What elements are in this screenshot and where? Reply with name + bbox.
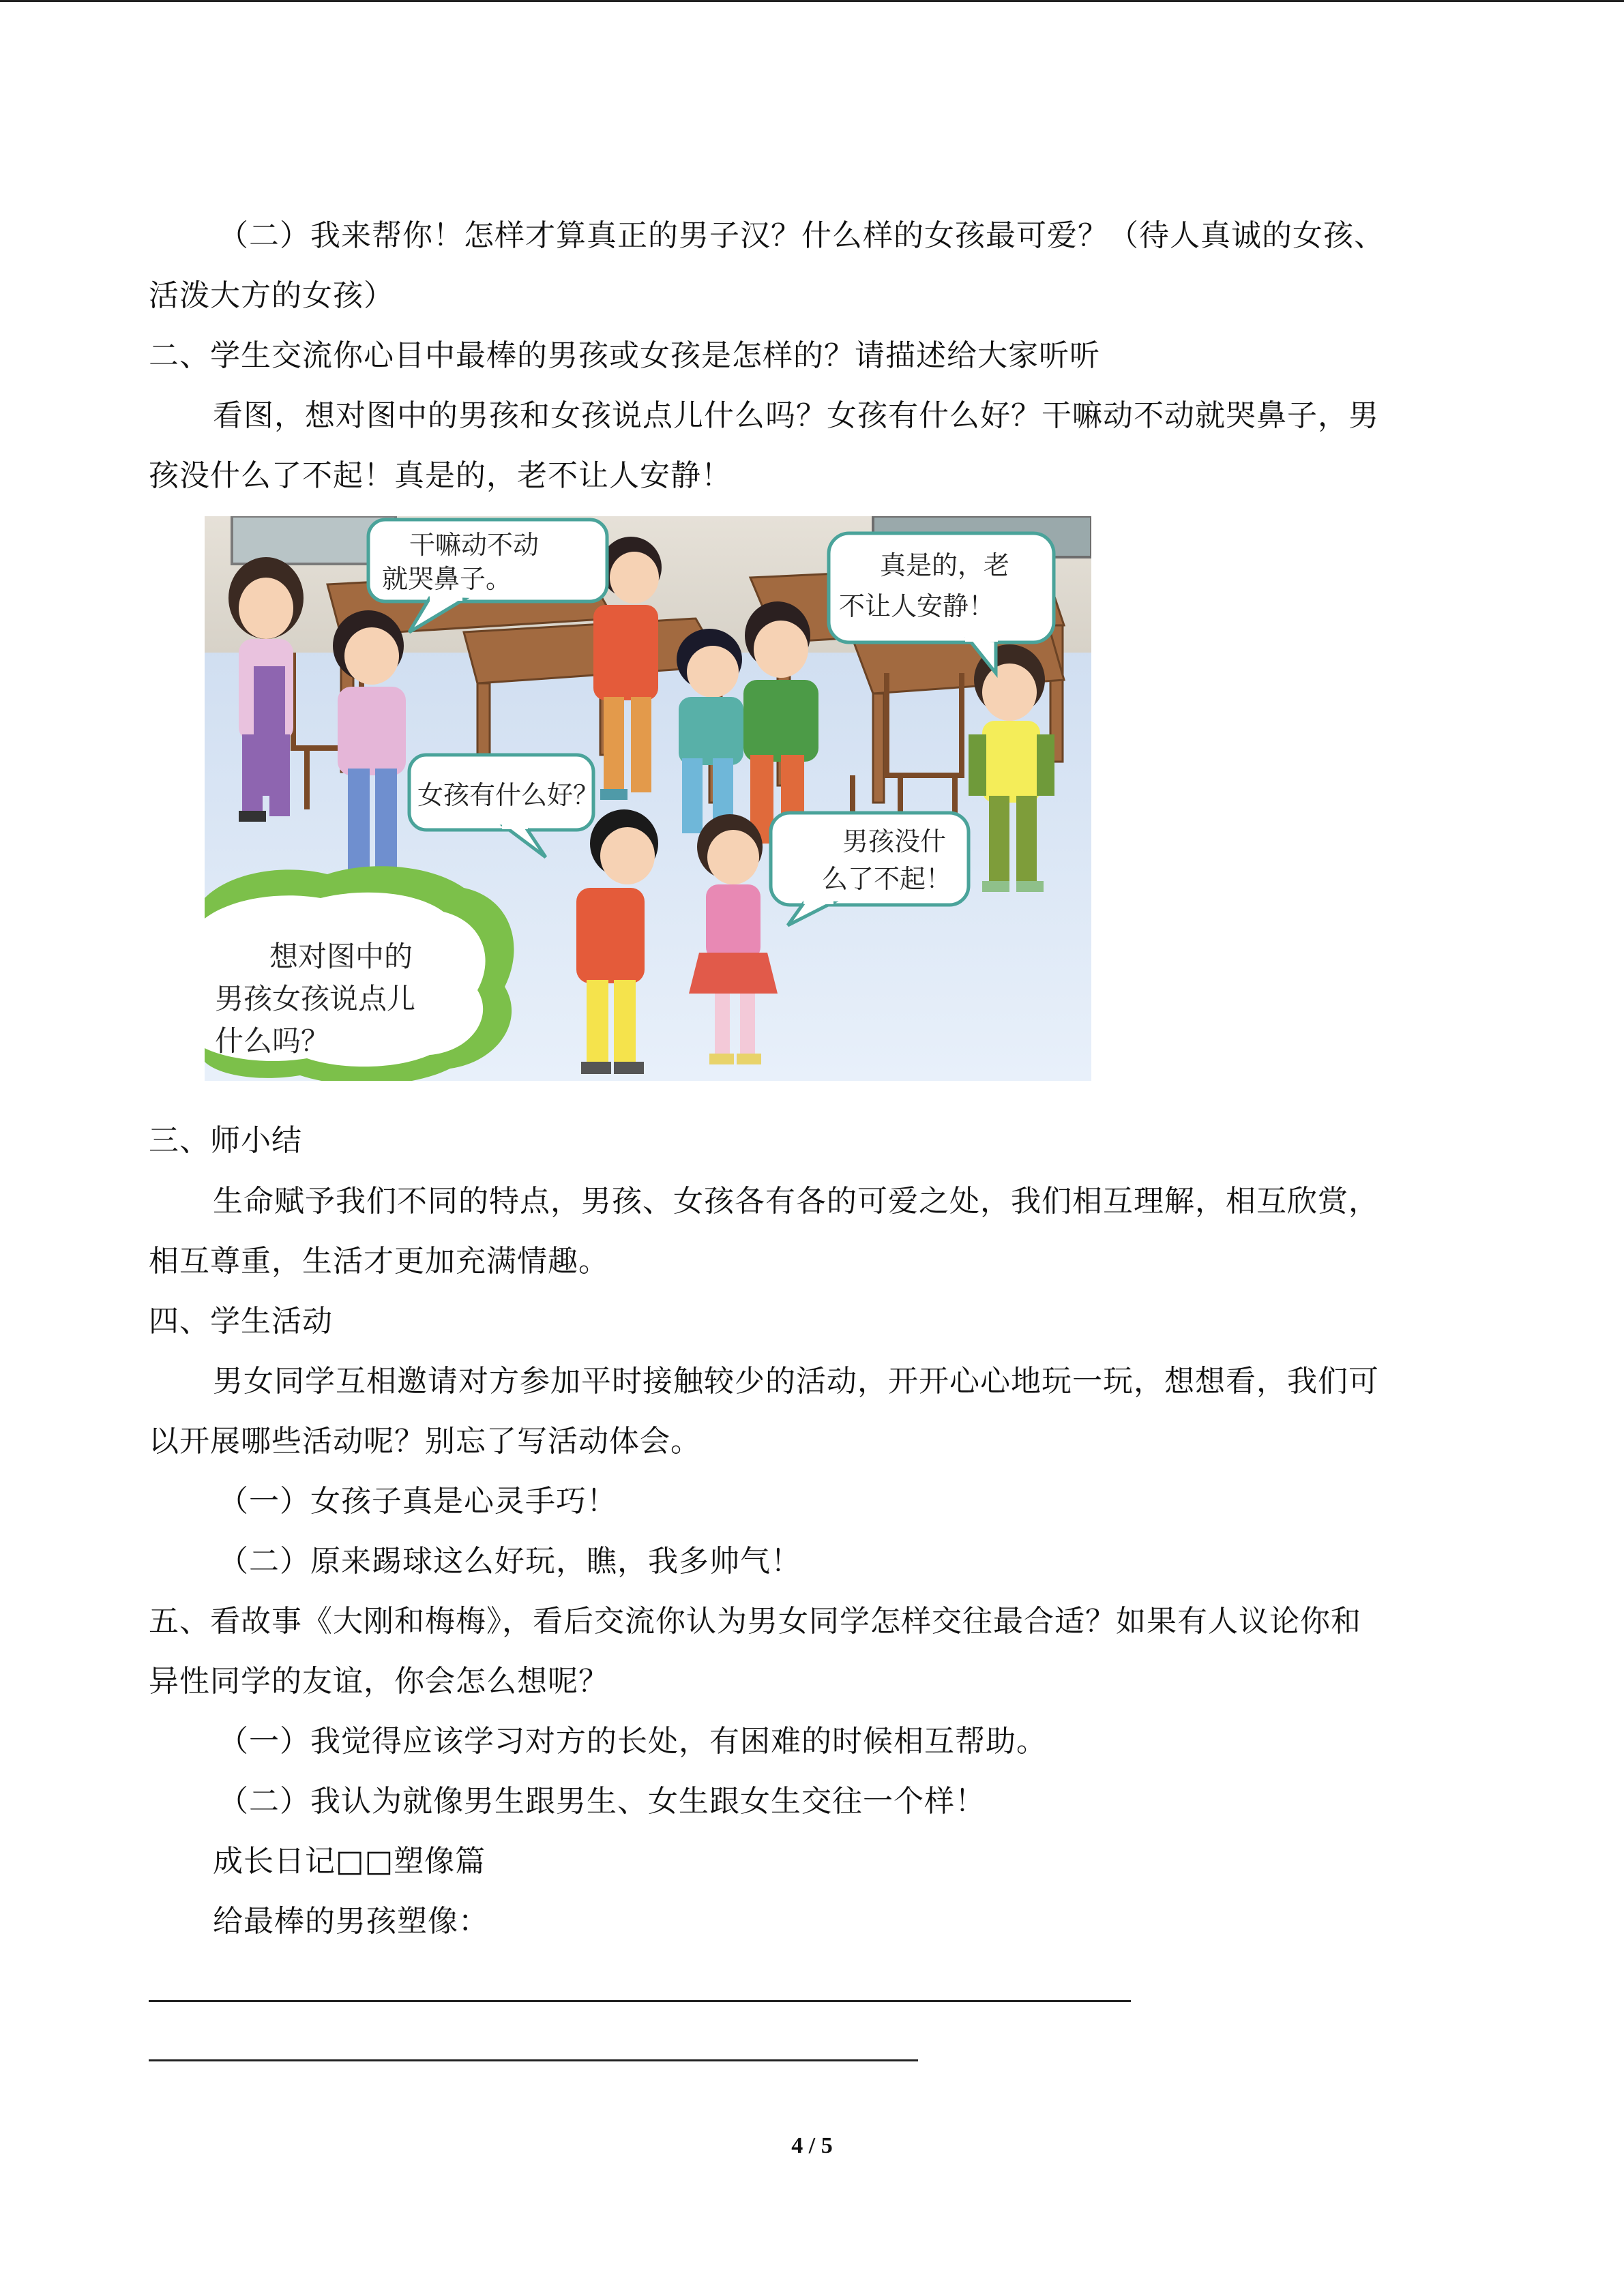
sculpt-prompt: 给最棒的男孩塑像： [213,1904,489,1939]
paragraph-line: 活泼大方的女孩） [149,278,394,313]
bubble-3-text: 女孩有什么好？ [417,780,600,810]
paragraph-line: 生命赋予我们不同的特点，男孩、女孩各有各的可爱之处，我们相互理解，相互欣赏， [213,1184,1379,1219]
list-item: （二）我认为就像男生跟男生、女生跟女生交往一个样！ [218,1784,986,1819]
paragraph-line: 以开展哪些活动呢？别忘了写活动体会。 [149,1424,701,1459]
bubble-2-text-line-2: 不让人安静！ [839,591,995,621]
paragraph-line: 男女同学互相邀请对方参加平时接触较少的活动，开开心心地玩一玩，想想看，我们可 [213,1364,1379,1399]
thought-text-line-2: 男孩女孩说点儿 [215,982,416,1015]
list-item: （一）我觉得应该学习对方的长处，有困难的时候相互帮助。 [218,1724,1047,1759]
top-border [0,0,1624,2]
bubble-4-text-line-1: 男孩没什 [842,826,947,856]
classroom-illustration [205,516,1091,1081]
paragraph-line: 相互尊重，生活才更加充满情趣。 [149,1244,609,1279]
thought-text-line-1: 想对图中的 [269,940,413,973]
section-heading-3: 三、师小结 [149,1123,302,1158]
section-heading-5: 五、看故事《大刚和梅梅》，看后交流你认为男女同学怎样交往最合适？如果有人议论你和 [149,1604,1361,1639]
list-item: （二）原来踢球这么好玩，瞧，我多帅气！ [218,1544,801,1579]
bubble-4-text-line-2: 么了不起！ [822,864,952,894]
page-number: 4 / 5 [791,2133,833,2158]
bubble-1-text-line-2: 就哭鼻子。 [382,564,512,594]
paragraph-line: 孩没什么了不起！真是的，老不让人安静！ [149,458,732,493]
paragraph-line: 异性同学的友谊，你会怎么想呢？ [149,1664,609,1699]
answer-blank-line[interactable] [149,2000,1131,2002]
bubble-2-text-line-1: 真是的，老 [880,550,1010,580]
bubble-1-text-line-1: 干嘛动不动 [409,530,540,560]
list-item: （一）女孩子真是心灵手巧！ [218,1484,617,1519]
section-heading-2: 二、学生交流你心目中最棒的男孩或女孩是怎样的？请描述给大家听听 [149,338,1100,373]
thought-text-line-3: 什么吗？ [215,1024,330,1058]
diary-heading: 成长日记□□塑像篇 [213,1844,486,1879]
answer-blank-line[interactable] [149,2059,918,2061]
thought-cloud [205,866,514,1081]
section-heading-4: 四、学生活动 [149,1304,333,1339]
paragraph-line: 看图，想对图中的男孩和女孩说点儿什么吗？女孩有什么好？干嘛动不动就哭鼻子，男 [213,398,1379,433]
paragraph-line: （二）我来帮你！怎样才算真正的男子汉？什么样的女孩最可爱？（待人真诚的女孩、 [218,218,1385,253]
